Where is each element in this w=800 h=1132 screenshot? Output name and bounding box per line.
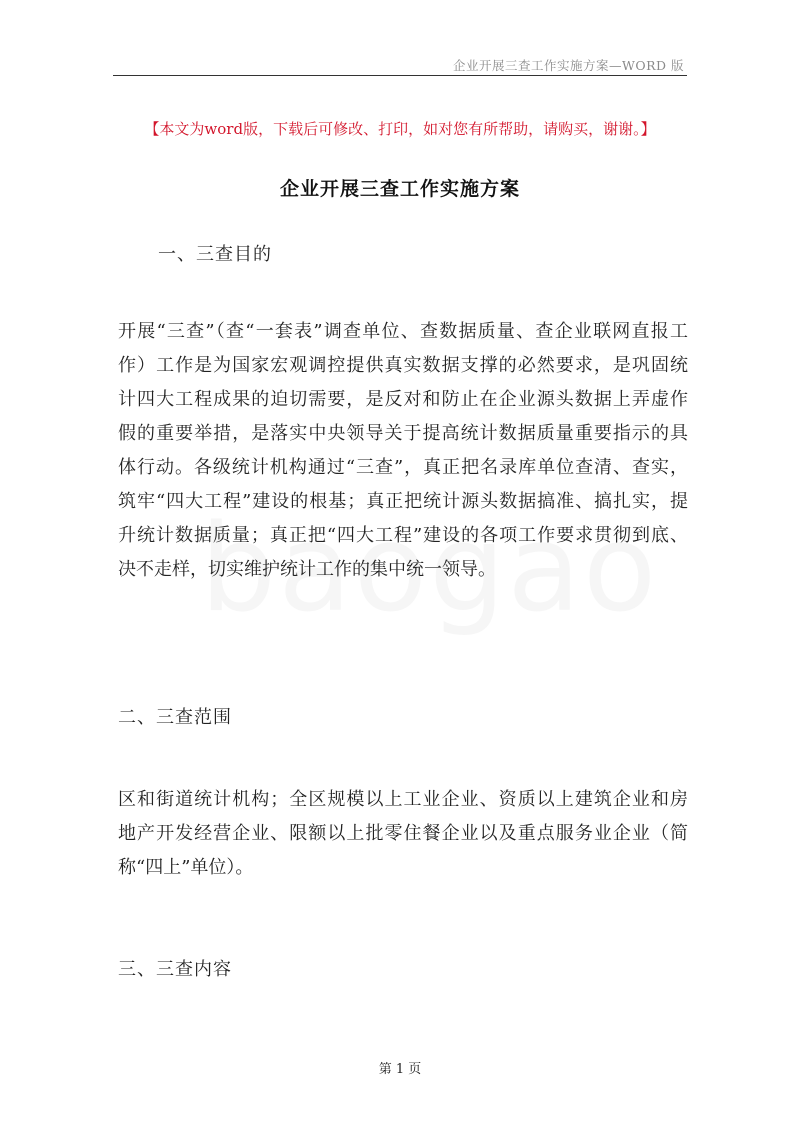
paragraph-line: 筑牢“四大工程”建设的根基；真正把统计源头数据搞准、搞扎实，提 xyxy=(118,491,688,512)
running-header: 企业开展三查工作实施方案—WORD 版 xyxy=(452,58,684,73)
paragraph-line: 地产开发经营企业、限额以上批零住餐企业以及重点服务业企业（简 xyxy=(118,823,688,844)
document-title: 企业开展三查工作实施方案 xyxy=(279,178,520,200)
paragraph-line: 开展“三查”（查“一套表”调查单位、查数据质量、查企业联网直报工 xyxy=(118,321,688,342)
paragraph-line: 作）工作是为国家宏观调控提供真实数据支撑的必然要求，是巩固统 xyxy=(118,355,688,376)
purchase-notice: 【本文为word版，下载后可修改、打印，如对您有所帮助，请购买，谢谢。】 xyxy=(144,120,656,138)
section-heading-scope: 二、三查范围 xyxy=(118,707,232,728)
header-divider xyxy=(113,75,687,76)
paragraph-line: 假的重要举措，是落实中央领导关于提高统计数据质量重要指示的具 xyxy=(118,423,688,444)
paragraph-line: 区和街道统计机构；全区规模以上工业企业、资质以上建筑企业和房 xyxy=(118,789,688,810)
paragraph-line: 体行动。各级统计机构通过“三查”，真正把名录库单位查清、查实， xyxy=(118,457,688,478)
section-paragraph-scope xyxy=(118,783,688,885)
section-heading-purpose: 一、三查目的 xyxy=(158,244,272,265)
section-heading-content: 三、三查内容 xyxy=(118,959,232,980)
section-paragraph-purpose xyxy=(118,315,688,587)
paragraph-line: 决不走样，切实维护统计工作的集中统一领导。 xyxy=(118,559,496,580)
page-number: 第 1 页 xyxy=(378,1062,422,1077)
paragraph-line: 称“四上”单位）。 xyxy=(118,857,254,878)
paragraph-line: 升统计数据质量；真正把“四大工程”建设的各项工作要求贯彻到底、 xyxy=(118,525,688,546)
paragraph-line: 计四大工程成果的迫切需要，是反对和防止在企业源头数据上弄虚作 xyxy=(118,389,688,410)
